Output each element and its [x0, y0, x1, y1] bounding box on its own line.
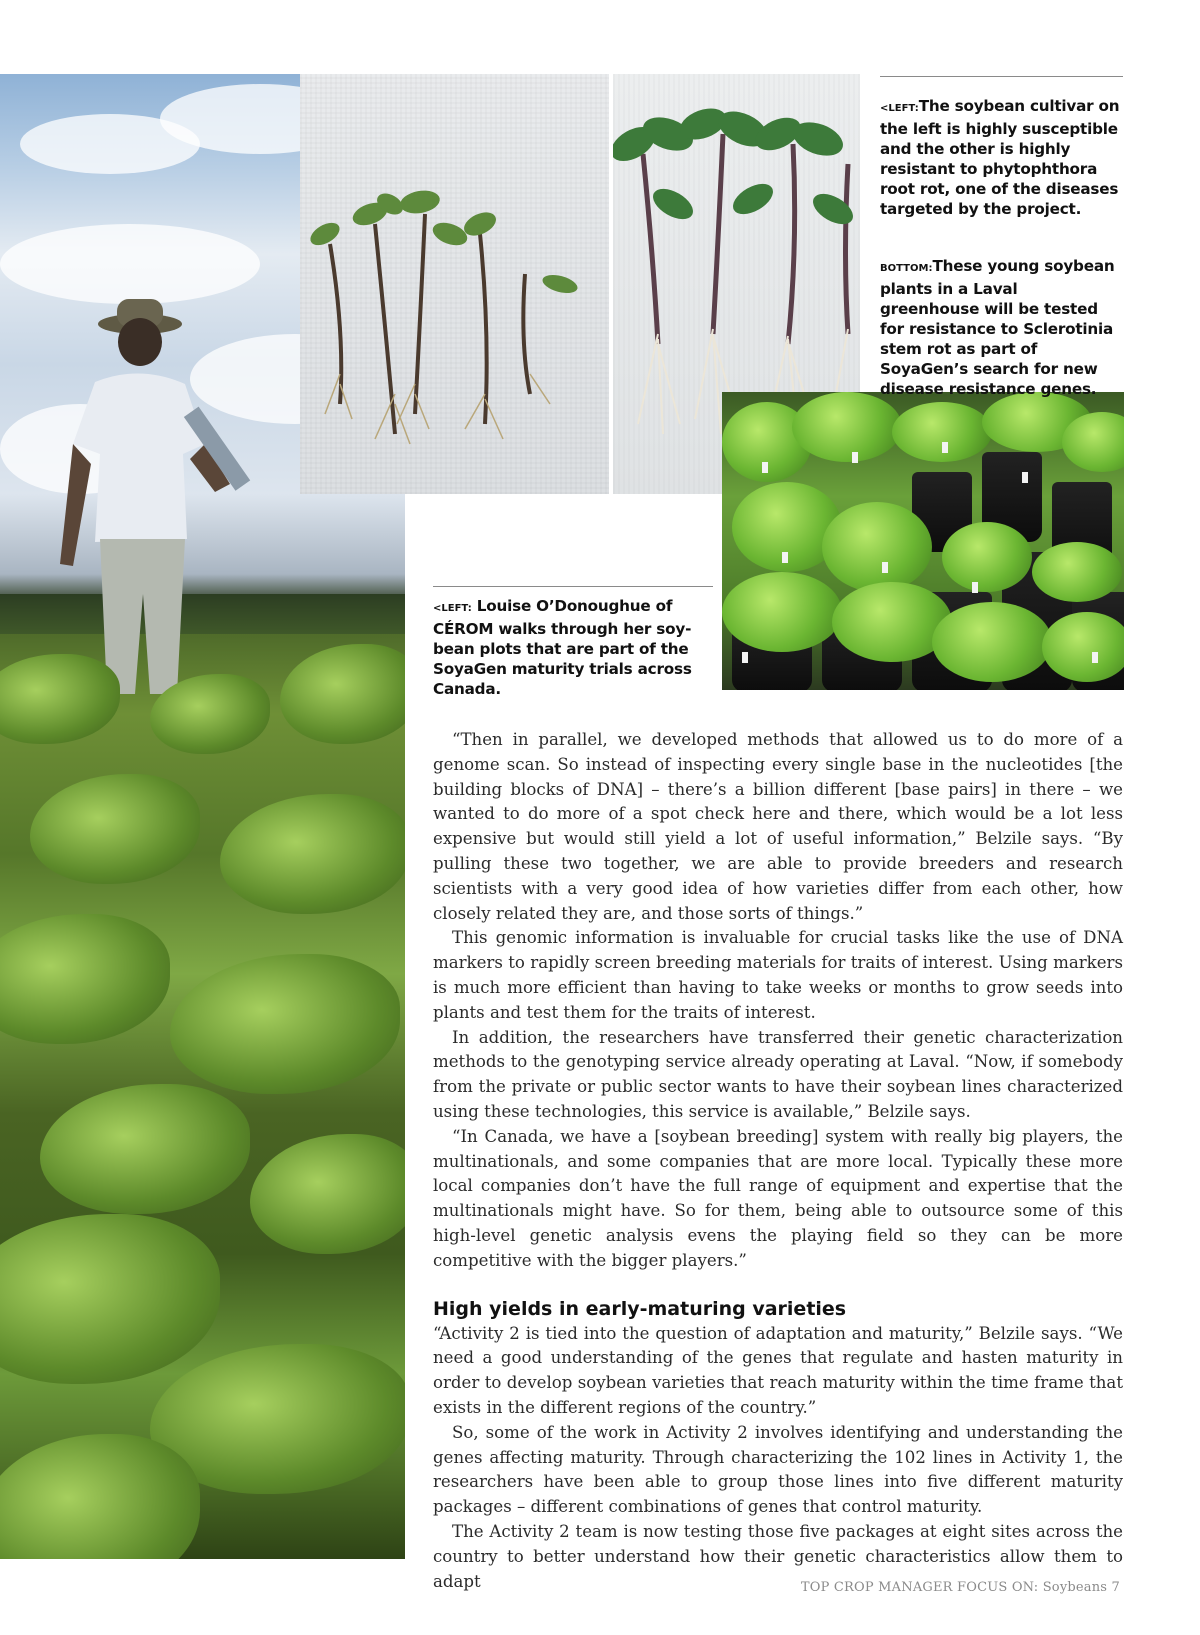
paragraph: The Activity 2 team is now testing those five packages at eight sites across the country to better understand how their genetic characteristics allow them to adapt	[433, 1521, 1123, 1591]
page-footer: TOP CROP MANAGER FOCUS ON: Soybeans 7	[800, 1580, 1120, 1595]
caption-rule-middle	[433, 586, 713, 587]
caption-rule-top	[880, 76, 1123, 77]
caption-text: The soybean cultivar on the left is highly susceptible and the other is highly resistant to phytophthora root rot, one of the diseases targeted by the project.	[880, 97, 1120, 218]
caption-field	[433, 596, 703, 699]
paragraph: “In Canada, we have a [soybean breeding] system with really big players, the multinationals, and some companies that are more local. Typically these more local companies don’t have the full range of equipment and expertise that the multinationals might have. So for them, being able to outsource some of this high-level genetic analysis evens the playing field so they can be more competitive with the bigger players.”	[433, 1126, 1123, 1270]
paragraph: “Then in parallel, we developed methods that allowed us to do more of a genome scan. So instead of inspecting every single base in the nucleotides [the building blocks of DNA] – there’s a billion different [base pairs] in there – we wanted to do more of a spot check here and there, which would be a lot less expensive but would still yield a lot of useful information,” Belzile says. “By pulling these two together, we are able to provide breeders and research scientists with a very good idea of how varieties differ from each other, how closely related they are, and those sorts of things.”	[433, 730, 1123, 923]
caption-lead: <LEFT:	[433, 603, 472, 614]
article-body	[433, 728, 1123, 1594]
caption-lead: BOTTOM:	[880, 263, 933, 274]
paragraph: So, some of the work in Activity 2 involves identifying and understanding the genes affecting maturity. Through characterizing the 102 lines in Activity 1, the researchers have been able to group those lines into five different maturity packages – different combinations of genes that control maturity.	[433, 1422, 1123, 1517]
greenhouse-plants-photo	[722, 392, 1124, 690]
farmer-figure	[55, 294, 285, 694]
caption-lead: <LEFT:	[880, 103, 919, 114]
paragraph: This genomic information is invaluable for crucial tasks like the use of DNA markers to rapidly screen breeding materials for traits of interest. Using markers is much more efficient than having to take weeks or months to grow seeds into plants and test them for the traits of interest.	[433, 928, 1123, 1022]
paragraph: In addition, the researchers have transferred their genetic characterization methods to the genotyping service already operating at Laval. “Now, if somebody from the private or public sector wants to have their soybean lines characterized using these technologies, this service is available,” Belzile says.	[433, 1027, 1123, 1121]
susceptible-seedlings-photo	[300, 74, 609, 494]
paragraph: “Activity 2 is tied into the question of adaptation and maturity,” Belzile says. “We need a good understanding of the genes that regulate and hasten maturity in order to develop soybean varieties that reach maturity within the time frame that exists in the different regions of the country.”	[433, 1323, 1123, 1417]
caption-text: Louise O’Donoughue of CÉROM walks through her soybean plots that are part of the SoyaGen maturity trials across Canada.	[433, 597, 692, 698]
caption-greenhouse	[880, 256, 1120, 399]
caption-text: These young soybean plants in a Laval greenhouse will be tested for resistance to Sclerotinia stem rot as part of SoyaGen’s search for new disease resistance genes.	[880, 257, 1115, 398]
section-heading: High yields in early-maturing varieties	[433, 1297, 847, 1320]
caption-seedlings	[880, 96, 1120, 219]
